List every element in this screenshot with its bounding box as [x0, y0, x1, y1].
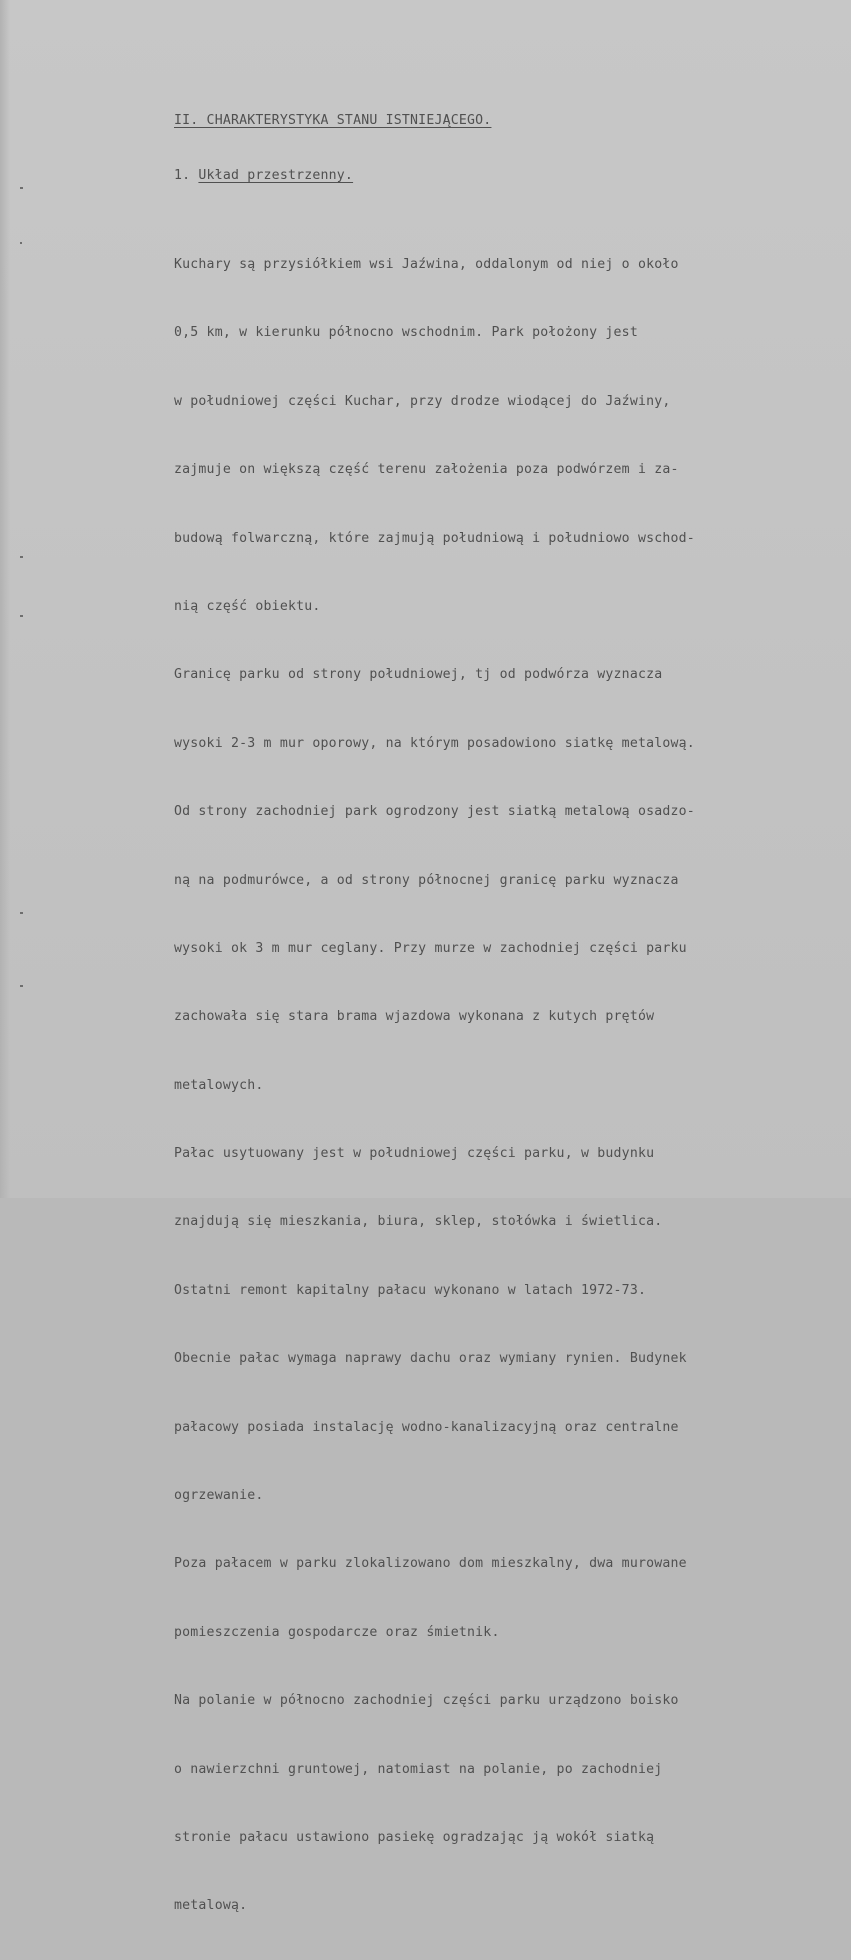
subsection-title: Układ przestrzenny. — [198, 168, 354, 183]
margin-mark — [20, 187, 23, 189]
text-line: o nawierzchni gruntowej, natomiast na polanie, po zachodniej — [174, 1761, 663, 1777]
text-line: ną na podmurówce, a od strony północnej granicę parku wyznacza — [174, 872, 679, 888]
text-line: pomieszczenia gospodarcze oraz śmietnik. — [174, 1624, 500, 1640]
text-line: metalowych. — [174, 1077, 264, 1093]
text-line: pałacowy posiada instalację wodno-kanalizacyjną oraz centralne — [174, 1419, 679, 1435]
text-line: ogrzewanie. — [174, 1488, 264, 1504]
subsection-number: 1. — [174, 168, 191, 183]
text-line: budową folwarczną, które zajmują południową i południowo wschod- — [174, 530, 695, 546]
text-line: Kuchary są przysiółkiem wsi Jaźwina, oddalonym od niej o około — [174, 257, 679, 272]
margin-mark — [20, 615, 23, 617]
margin-mark — [20, 912, 23, 914]
text-line: Poza pałacem w parku zlokalizowano dom mieszkalny, dwa murowane — [174, 1556, 687, 1572]
text-line: Od strony zachodniej park ogrodzony jest siatką metalową osadzo- — [174, 804, 695, 820]
text-line: zajmuje on większą część terenu założenia poza podwórzem i za- — [174, 462, 679, 478]
text-line: Granicę parku od strony południowej, tj od podwórza wyznacza — [174, 667, 663, 683]
page-edge-shadow — [0, 0, 10, 1198]
text-line: 0,5 km, w kierunku północno wschodnim. Park położony jest — [174, 325, 638, 341]
text-line: stronie pałacu ustawiono pasiekę ogradzając ją wokół siatką — [174, 1829, 655, 1845]
text-line: wysoki ok 3 m mur ceglany. Przy murze w zachodniej części parku — [174, 940, 687, 956]
text-line: wysoki 2-3 m mur oporowy, na którym posadowiono siatkę metalową. — [174, 735, 695, 751]
margin-mark — [20, 985, 23, 987]
subsection-heading — [174, 168, 353, 183]
text-line: nią część obiektu. — [174, 598, 321, 614]
text-line: metalową. — [174, 1898, 248, 1914]
margin-mark — [20, 242, 22, 244]
text-line: zachowała się stara brama wjazdowa wykonana z kutych prętów — [174, 1009, 655, 1025]
margin-mark — [20, 556, 23, 558]
text-line: Na polanie w północno zachodniej części parku urządzono boisko — [174, 1693, 679, 1709]
section-heading: II. CHARAKTERYSTYKA STANU ISTNIEJĄCEGO. — [174, 113, 492, 128]
text-line: Ostatni remont kapitalny pałacu wykonano w latach 1972-73. — [174, 1282, 647, 1298]
text-line: w południowej części Kuchar, przy drodze wiodącej do Jaźwiny, — [174, 393, 671, 409]
text-line: znajdują się mieszkania, biura, sklep, stołówka i świetlica. — [174, 1214, 663, 1230]
text-line: Pałac usytuowany jest w południowej części parku, w budynku — [174, 1146, 655, 1162]
text-line: Obecnie pałac wymaga naprawy dachu oraz wymiany rynien. Budynek — [174, 1351, 687, 1367]
body-text — [174, 212, 834, 1960]
